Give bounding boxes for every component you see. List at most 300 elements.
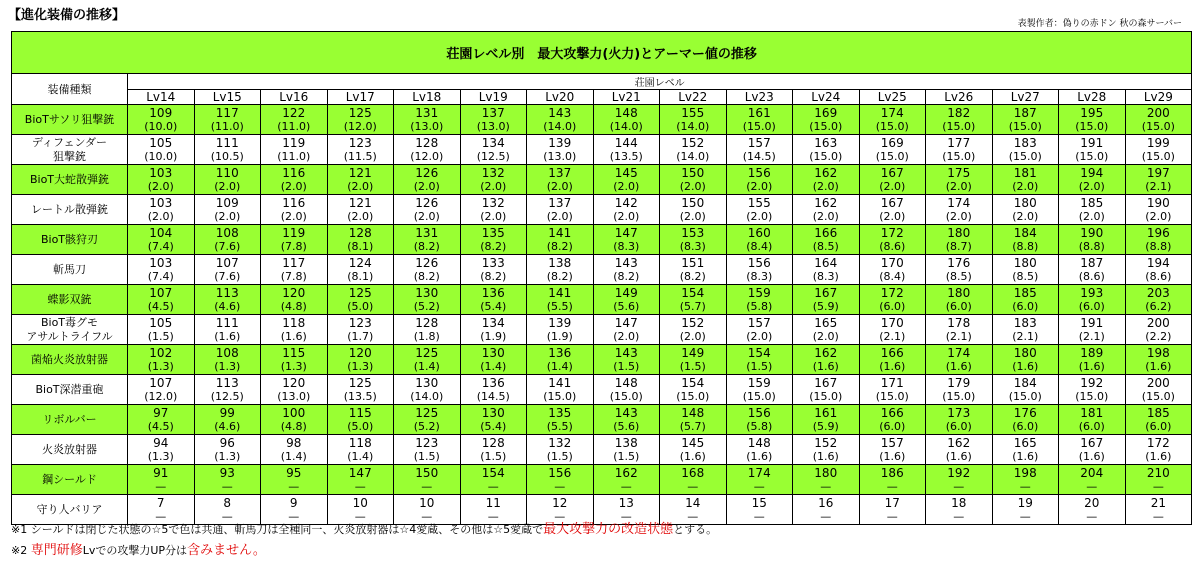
- value-cell: [926, 465, 993, 495]
- attack-value: 19: [1017, 495, 1033, 510]
- attack-value: 153: [681, 225, 705, 240]
- attack-value: 102: [149, 345, 173, 360]
- attack-value: 151: [681, 255, 705, 270]
- attack-value: 143: [614, 345, 638, 360]
- value-cell: [261, 285, 328, 315]
- armor-value: (4.5): [147, 419, 174, 433]
- footnote-2-highlight-2: 含みません。: [187, 543, 266, 558]
- value-cell: [128, 165, 195, 195]
- armor-value: (15.0): [1141, 119, 1175, 133]
- attack-value: 108: [215, 225, 239, 240]
- value-cell: [859, 495, 926, 525]
- armor-value: (12.0): [343, 119, 377, 133]
- value-cell: [527, 435, 594, 465]
- armor-value: —: [288, 479, 300, 493]
- value-cell: [793, 495, 860, 525]
- value-cell: [527, 135, 594, 165]
- armor-value: (6.0): [1078, 299, 1105, 313]
- armor-value: (8.2): [546, 269, 573, 283]
- table-row: [12, 405, 1192, 435]
- attack-value: 107: [149, 285, 173, 300]
- attack-value: 210: [1146, 465, 1170, 480]
- value-cell: [327, 225, 394, 255]
- value-cell: [194, 315, 261, 345]
- attack-value: 141: [548, 285, 572, 300]
- attack-value: 105: [149, 315, 173, 330]
- armor-value: —: [886, 479, 898, 493]
- attack-value: 180: [1013, 255, 1037, 270]
- value-cell: [593, 465, 660, 495]
- equipment-name-line: 狙撃銃: [53, 149, 86, 163]
- value-cell: [194, 135, 261, 165]
- value-cell: [527, 465, 594, 495]
- attack-value: 14: [685, 495, 701, 510]
- armor-value: (15.0): [942, 149, 976, 163]
- attack-value: 195: [1080, 105, 1104, 120]
- attack-value: 148: [614, 375, 638, 390]
- attack-value: 162: [947, 435, 971, 450]
- armor-value: (14.0): [676, 149, 710, 163]
- value-cell: [992, 105, 1059, 135]
- value-cell: [527, 165, 594, 195]
- value-cell: [926, 135, 993, 165]
- attack-value: 160: [747, 225, 771, 240]
- value-cell: [660, 195, 727, 225]
- value-cell: [1125, 195, 1192, 225]
- value-cell: [593, 285, 660, 315]
- value-cell: [460, 435, 527, 465]
- armor-value: (2.0): [679, 179, 706, 193]
- attack-value: 105: [149, 135, 173, 150]
- armor-value: (15.0): [942, 119, 976, 133]
- armor-value: (7.4): [147, 239, 174, 253]
- armor-value: (1.6): [812, 449, 839, 463]
- attack-value: 119: [282, 135, 306, 150]
- footnote-2: [11, 539, 266, 558]
- value-cell: [593, 225, 660, 255]
- value-cell: [859, 345, 926, 375]
- value-cell: [992, 405, 1059, 435]
- attack-value: 141: [548, 375, 572, 390]
- armor-value: (13.0): [543, 149, 577, 163]
- value-cell: [194, 105, 261, 135]
- value-cell: [128, 435, 195, 465]
- armor-value: (2.0): [214, 179, 241, 193]
- armor-value: (2.0): [812, 209, 839, 223]
- armor-value: (1.5): [480, 449, 507, 463]
- value-cell: [128, 195, 195, 225]
- table-row: [12, 345, 1192, 375]
- attack-value: 16: [818, 495, 834, 510]
- attack-value: 12: [552, 495, 568, 510]
- attack-value: 162: [814, 195, 838, 210]
- armor-value: (5.4): [480, 299, 507, 313]
- armor-value: (1.3): [347, 359, 374, 373]
- armor-value: (15.0): [742, 119, 776, 133]
- attack-value: 150: [681, 165, 705, 180]
- armor-value: (10.0): [144, 119, 178, 133]
- value-cell: [194, 285, 261, 315]
- attack-value: 149: [614, 285, 638, 300]
- equipment-name-line: ディフェンダー: [31, 135, 108, 149]
- value-cell: [460, 405, 527, 435]
- armor-value: (8.4): [746, 239, 773, 253]
- equipment-name: [12, 375, 128, 405]
- value-cell: [793, 435, 860, 465]
- attack-value: 166: [880, 405, 904, 420]
- attack-value: 10: [352, 495, 368, 510]
- value-cell: [327, 435, 394, 465]
- value-cell: [859, 375, 926, 405]
- value-cell: [660, 345, 727, 375]
- armor-value: (1.5): [746, 359, 773, 373]
- armor-value: (2.0): [480, 179, 507, 193]
- attack-value: 120: [282, 285, 306, 300]
- value-cell: [793, 255, 860, 285]
- value-cell: [793, 405, 860, 435]
- armor-value: (2.0): [1012, 179, 1039, 193]
- armor-value: —: [487, 479, 499, 493]
- attack-value: 166: [880, 345, 904, 360]
- value-cell: [1059, 405, 1126, 435]
- attack-value: 190: [1080, 225, 1104, 240]
- level-header: Lv27: [992, 90, 1059, 105]
- table-row: [12, 315, 1192, 345]
- armor-value: (5.8): [746, 299, 773, 313]
- value-cell: [660, 435, 727, 465]
- attack-value: 139: [548, 135, 572, 150]
- value-cell: [726, 255, 793, 285]
- value-cell: [992, 255, 1059, 285]
- armor-value: (6.0): [879, 419, 906, 433]
- attack-value: 177: [947, 135, 971, 150]
- attack-value: 103: [149, 195, 173, 210]
- armor-value: —: [1086, 479, 1098, 493]
- equipment-name-line: BioT骸狩刃: [40, 232, 99, 246]
- value-cell: [992, 435, 1059, 465]
- value-cell: [793, 165, 860, 195]
- armor-value: —: [288, 509, 300, 523]
- attack-value: 118: [282, 315, 306, 330]
- attack-value: 174: [947, 345, 971, 360]
- attack-value: 125: [415, 405, 439, 420]
- value-cell: [1059, 345, 1126, 375]
- attack-value: 175: [947, 165, 971, 180]
- armor-value: —: [221, 479, 233, 493]
- value-cell: [1125, 135, 1192, 165]
- value-cell: [327, 165, 394, 195]
- value-cell: [593, 255, 660, 285]
- armor-value: (4.5): [147, 299, 174, 313]
- attack-value: 191: [1080, 315, 1104, 330]
- armor-value: (8.6): [879, 239, 906, 253]
- value-cell: [926, 225, 993, 255]
- author-credit: 表製作者：偽りの赤ドン 秋の森サーバー: [1017, 19, 1182, 29]
- armor-value: (1.6): [812, 359, 839, 373]
- value-cell: [926, 435, 993, 465]
- equipment-name: [12, 345, 128, 375]
- armor-value: (2.0): [147, 179, 174, 193]
- armor-value: (2.0): [879, 179, 906, 193]
- armor-value: (2.1): [945, 329, 972, 343]
- armor-value: —: [620, 509, 632, 523]
- attack-value: 113: [215, 285, 239, 300]
- value-cell: [327, 465, 394, 495]
- attack-value: 11: [485, 495, 501, 510]
- attack-value: 162: [814, 165, 838, 180]
- armor-value: —: [620, 479, 632, 493]
- value-cell: [660, 375, 727, 405]
- armor-value: (6.0): [1012, 419, 1039, 433]
- attack-value: 180: [1013, 345, 1037, 360]
- attack-value: 135: [481, 225, 505, 240]
- attack-value: 169: [880, 135, 904, 150]
- armor-value: (8.3): [679, 239, 706, 253]
- footnote-2-mid: Lvでの攻撃力UP分は: [82, 544, 188, 557]
- attack-value: 132: [481, 195, 505, 210]
- value-cell: [194, 225, 261, 255]
- armor-value: (15.0): [809, 389, 843, 403]
- attack-value: 154: [681, 375, 705, 390]
- value-cell: [926, 375, 993, 405]
- attack-value: 115: [348, 405, 372, 420]
- armor-value: (15.0): [875, 389, 909, 403]
- attack-value: 159: [747, 375, 771, 390]
- value-cell: [261, 225, 328, 255]
- armor-value: —: [753, 509, 765, 523]
- value-cell: [194, 405, 261, 435]
- value-cell: [1059, 135, 1126, 165]
- armor-value: (1.5): [679, 359, 706, 373]
- value-cell: [128, 105, 195, 135]
- attack-value: 203: [1146, 285, 1170, 300]
- value-cell: [726, 345, 793, 375]
- level-header: Lv21: [593, 90, 660, 105]
- armor-value: —: [221, 509, 233, 523]
- attack-value: 154: [747, 345, 771, 360]
- armor-value: (12.5): [476, 149, 510, 163]
- value-cell: [1059, 375, 1126, 405]
- value-cell: [460, 465, 527, 495]
- attack-value: 120: [348, 345, 372, 360]
- armor-value: (1.3): [147, 449, 174, 463]
- armor-value: (2.0): [413, 209, 440, 223]
- attack-value: 148: [614, 105, 638, 120]
- attack-value: 155: [681, 105, 705, 120]
- footnote-1-suffix: とする。: [673, 523, 718, 536]
- armor-value: —: [155, 479, 167, 493]
- armor-value: (14.0): [543, 119, 577, 133]
- armor-value: (15.0): [809, 149, 843, 163]
- value-cell: [660, 255, 727, 285]
- armor-value: (1.6): [1145, 449, 1172, 463]
- value-cell: [926, 315, 993, 345]
- armor-value: (2.0): [214, 209, 241, 223]
- attack-value: 184: [1013, 375, 1037, 390]
- level-group-header: 荘園レベル: [128, 74, 1192, 90]
- value-cell: [593, 435, 660, 465]
- attack-value: 9: [289, 495, 298, 510]
- attack-value: 187: [1080, 255, 1104, 270]
- armor-value: (11.5): [343, 149, 377, 163]
- value-cell: [660, 135, 727, 165]
- attack-value: 144: [614, 135, 638, 150]
- value-cell: [859, 225, 926, 255]
- value-cell: [527, 375, 594, 405]
- attack-value: 176: [1013, 405, 1037, 420]
- table-banner: 荘園レベル別 最大攻撃力(火力)とアーマー値の推移: [12, 32, 1192, 74]
- armor-value: (15.0): [676, 389, 710, 403]
- equipment-name-line: 火炎放射器: [42, 442, 97, 456]
- value-cell: [261, 375, 328, 405]
- value-cell: [1059, 315, 1126, 345]
- armor-value: (5.7): [679, 419, 706, 433]
- armor-value: (1.6): [280, 329, 307, 343]
- value-cell: [793, 465, 860, 495]
- level-header: Lv25: [859, 90, 926, 105]
- attack-value: 136: [548, 345, 572, 360]
- attack-value: 183: [1013, 315, 1037, 330]
- value-cell: [660, 285, 727, 315]
- attack-value: 13: [618, 495, 634, 510]
- attack-value: 172: [880, 285, 904, 300]
- attack-value: 180: [1013, 195, 1037, 210]
- armor-value: (7.8): [280, 269, 307, 283]
- armor-value: (8.8): [1012, 239, 1039, 253]
- armor-value: (8.7): [945, 239, 972, 253]
- armor-value: (14.0): [410, 389, 444, 403]
- armor-value: (8.1): [347, 269, 374, 283]
- attack-value: 168: [681, 465, 705, 480]
- attack-value: 186: [880, 465, 904, 480]
- armor-value: (15.0): [1075, 119, 1109, 133]
- value-cell: [327, 255, 394, 285]
- equipment-name: [12, 405, 128, 435]
- value-cell: [394, 135, 461, 165]
- armor-value: (15.0): [875, 119, 909, 133]
- attack-value: 156: [747, 165, 771, 180]
- value-cell: [660, 105, 727, 135]
- armor-value: (12.0): [144, 389, 178, 403]
- armor-value: —: [1152, 509, 1164, 523]
- armor-value: (2.0): [147, 209, 174, 223]
- armor-value: (4.8): [280, 299, 307, 313]
- value-cell: [1059, 495, 1126, 525]
- value-cell: [859, 165, 926, 195]
- value-cell: [394, 315, 461, 345]
- attack-value: 130: [481, 405, 505, 420]
- attack-value: 162: [814, 345, 838, 360]
- attack-value: 136: [481, 375, 505, 390]
- value-cell: [460, 225, 527, 255]
- attack-value: 152: [814, 435, 838, 450]
- value-cell: [859, 135, 926, 165]
- attack-value: 109: [215, 195, 239, 210]
- armor-value: (10.5): [210, 149, 244, 163]
- attack-value: 20: [1084, 495, 1100, 510]
- attack-value: 126: [415, 195, 439, 210]
- value-cell: [261, 435, 328, 465]
- attack-value: 123: [348, 135, 372, 150]
- level-header: Lv20: [527, 90, 594, 105]
- armor-value: (1.5): [613, 359, 640, 373]
- value-cell: [859, 105, 926, 135]
- attack-value: 200: [1146, 375, 1170, 390]
- armor-value: (1.6): [879, 359, 906, 373]
- value-cell: [926, 165, 993, 195]
- attack-value: 157: [747, 315, 771, 330]
- attack-value: 154: [681, 285, 705, 300]
- value-cell: [128, 225, 195, 255]
- value-cell: [327, 195, 394, 225]
- value-cell: [1125, 345, 1192, 375]
- armor-value: (15.0): [1075, 389, 1109, 403]
- level-header: Lv22: [660, 90, 727, 105]
- value-cell: [1059, 225, 1126, 255]
- armor-value: (14.0): [609, 119, 643, 133]
- armor-value: (1.5): [147, 329, 174, 343]
- value-cell: [726, 375, 793, 405]
- armor-value: (2.2): [1145, 329, 1172, 343]
- equipment-name: [12, 435, 128, 465]
- value-cell: [527, 345, 594, 375]
- value-cell: [926, 285, 993, 315]
- armor-value: —: [354, 509, 366, 523]
- attack-value: 138: [548, 255, 572, 270]
- attack-value: 192: [1080, 375, 1104, 390]
- attack-value: 104: [149, 225, 173, 240]
- equipment-name: [12, 315, 128, 345]
- value-cell: [261, 255, 328, 285]
- value-cell: [261, 105, 328, 135]
- armor-value: (1.6): [1145, 359, 1172, 373]
- armor-value: (2.0): [280, 209, 307, 223]
- armor-value: (6.0): [879, 299, 906, 313]
- armor-value: —: [1019, 479, 1031, 493]
- armor-value: (8.2): [413, 269, 440, 283]
- attack-value: 103: [149, 165, 173, 180]
- armor-value: (1.3): [214, 359, 241, 373]
- value-cell: [261, 315, 328, 345]
- value-cell: [1125, 255, 1192, 285]
- value-cell: [793, 285, 860, 315]
- value-cell: [128, 135, 195, 165]
- value-cell: [394, 345, 461, 375]
- attack-value: 128: [348, 225, 372, 240]
- value-cell: [394, 195, 461, 225]
- value-cell: [460, 345, 527, 375]
- attack-value: 125: [415, 345, 439, 360]
- value-cell: [593, 195, 660, 225]
- armor-value: (5.8): [746, 419, 773, 433]
- armor-value: (2.0): [1012, 209, 1039, 223]
- armor-value: (1.8): [413, 329, 440, 343]
- armor-value: (1.4): [280, 449, 307, 463]
- attack-value: 94: [153, 435, 169, 450]
- value-cell: [527, 315, 594, 345]
- value-cell: [926, 255, 993, 285]
- value-cell: [992, 135, 1059, 165]
- equipment-name-line: レートル散弾銃: [31, 202, 108, 216]
- value-cell: [194, 465, 261, 495]
- armor-value: (5.2): [413, 419, 440, 433]
- level-header: Lv28: [1059, 90, 1126, 105]
- armor-value: —: [1086, 509, 1098, 523]
- armor-value: —: [554, 479, 566, 493]
- category-header: 装備種類: [12, 74, 128, 105]
- armor-value: (2.0): [879, 209, 906, 223]
- attack-value: 117: [282, 255, 306, 270]
